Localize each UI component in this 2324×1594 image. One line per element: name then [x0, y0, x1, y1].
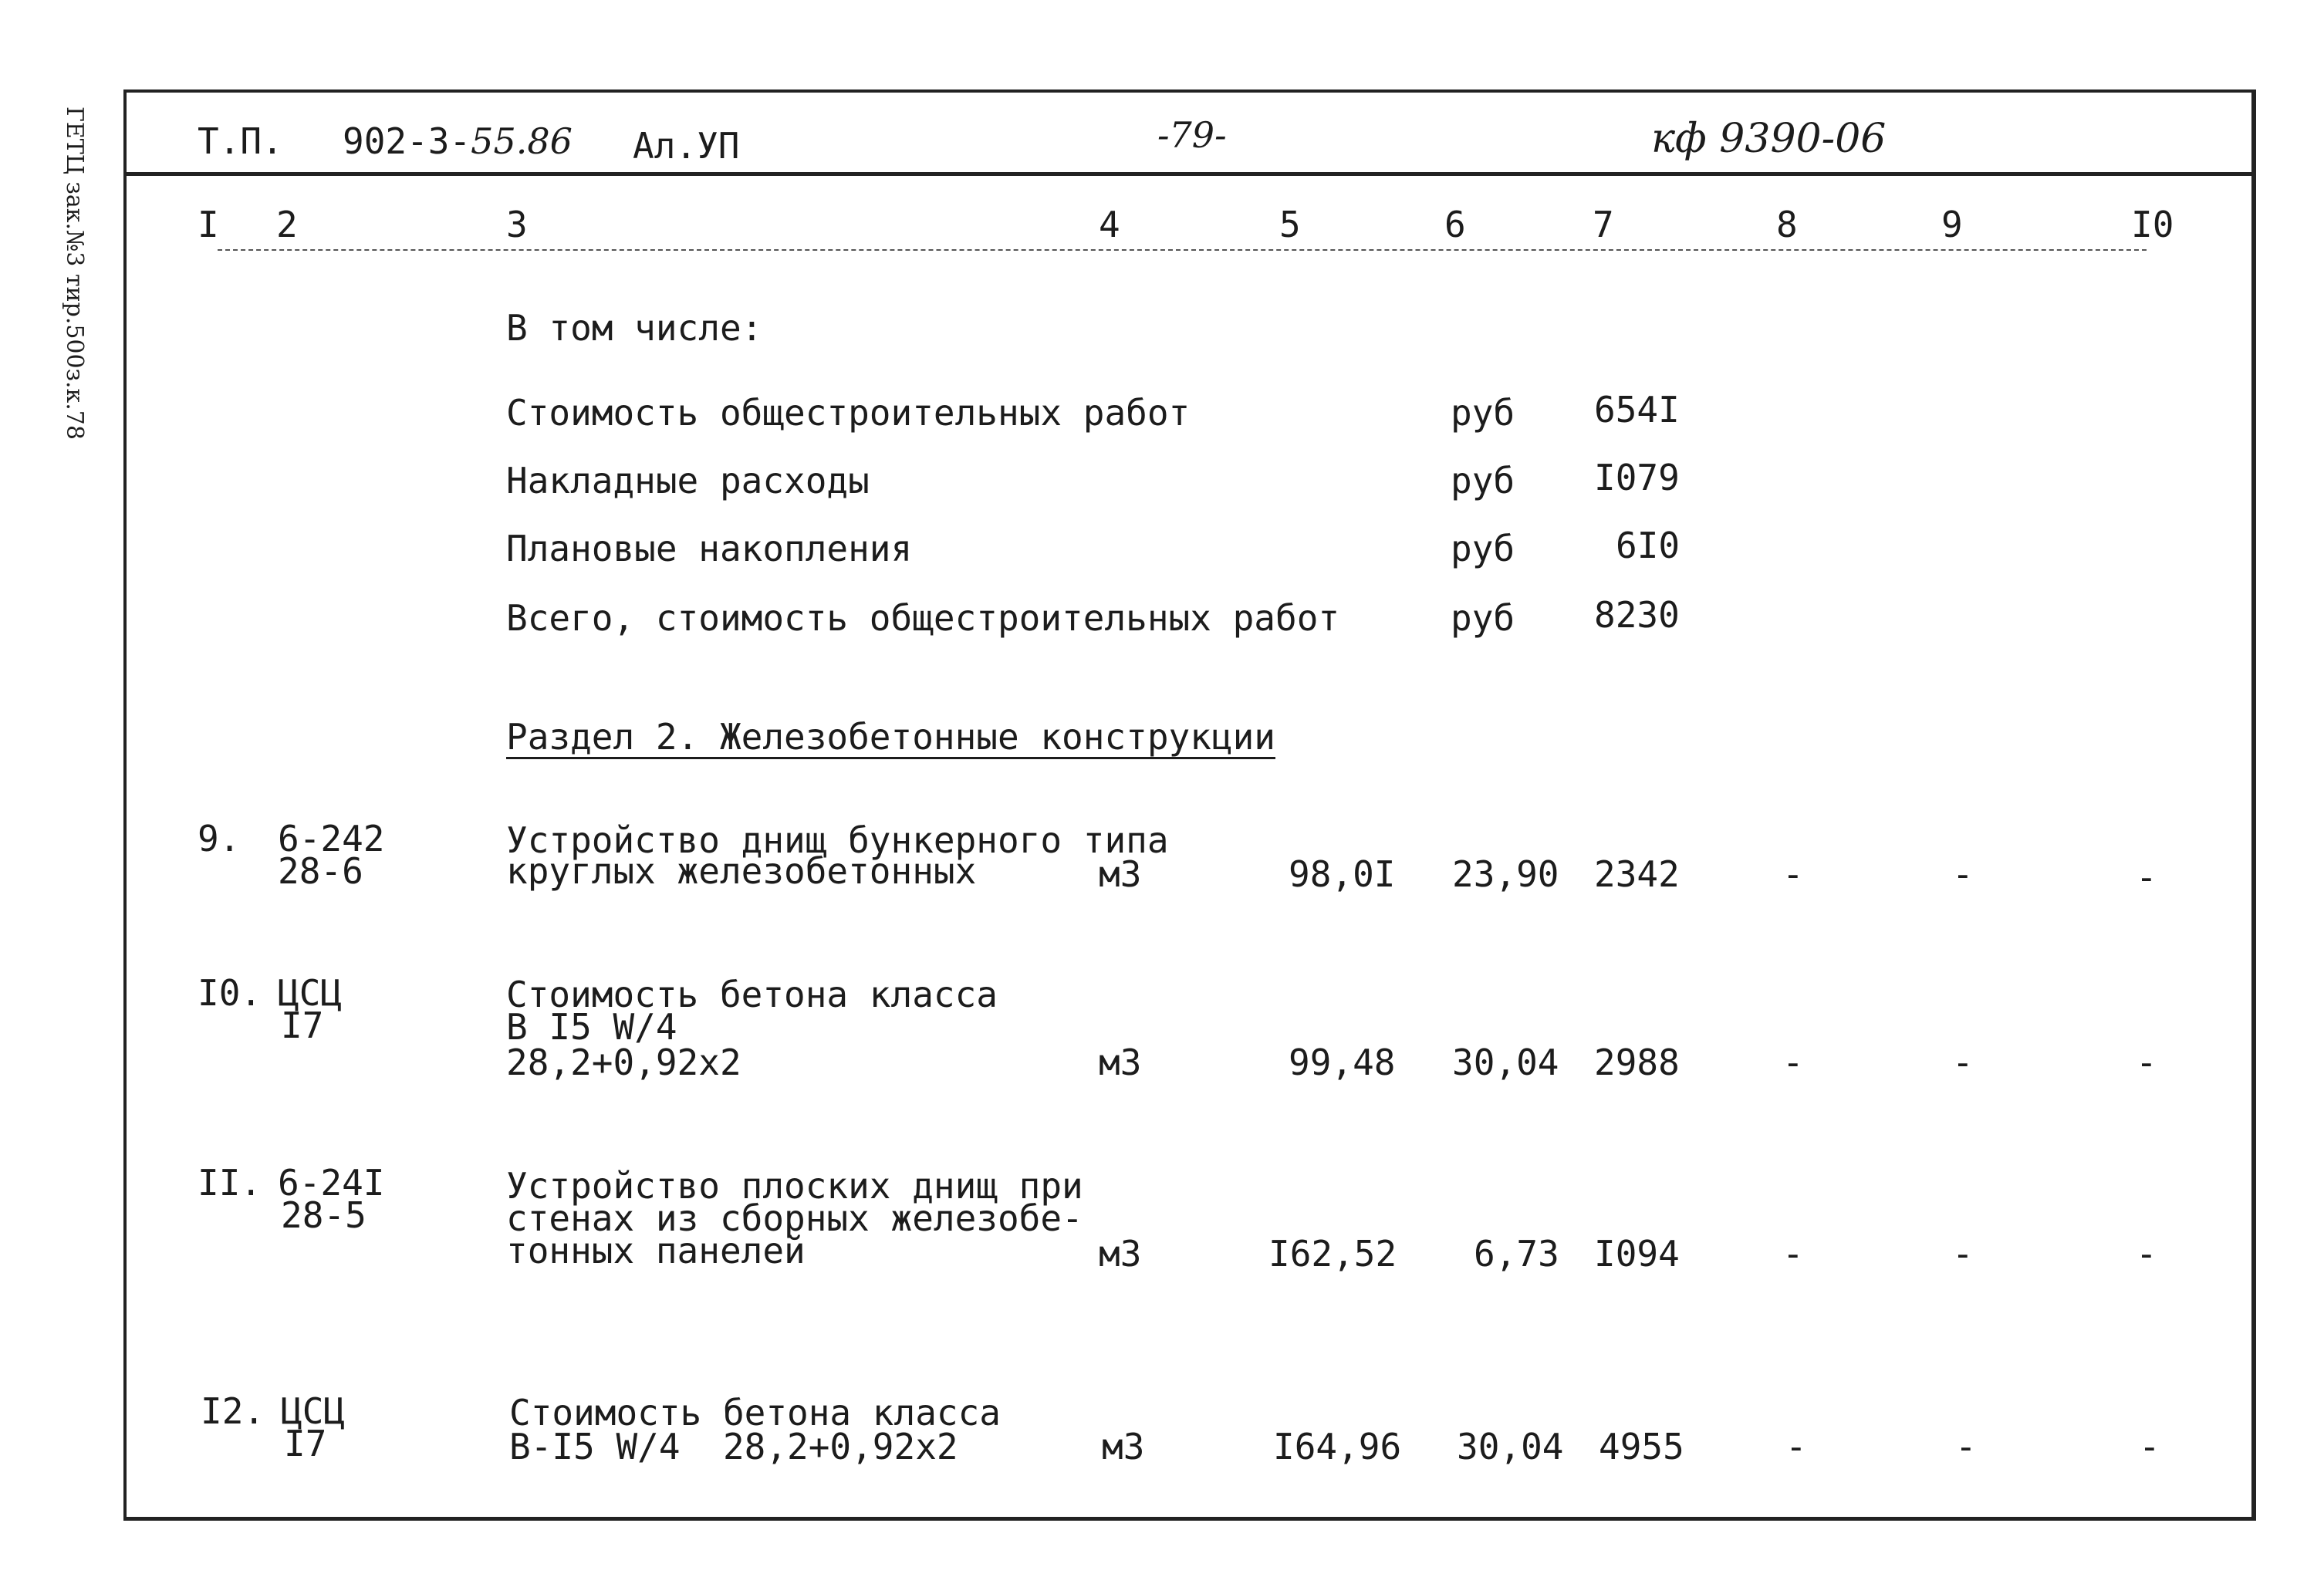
project-code-typed: 902-3-: [343, 120, 471, 162]
column-number: I: [198, 204, 219, 245]
subtotal-value: I079: [1594, 457, 1680, 498]
subtotal-unit: руб: [1451, 528, 1515, 569]
item-description: 28,2+0,92х2: [506, 1042, 741, 1083]
document-code: кф 9390-06: [1651, 116, 1887, 162]
item-description: В-I5 W/4 28,2+0,92х2: [509, 1426, 958, 1467]
column-number: 2: [276, 204, 298, 245]
subtotal-label: Всего, стоимость общестроительных работ: [506, 597, 1340, 639]
tp-label: Т.П.: [198, 120, 283, 162]
item-total: 4955: [1599, 1426, 1684, 1467]
item-col9: -: [1952, 1042, 1974, 1083]
item-description: Устройство плоских днищ при: [506, 1165, 1083, 1207]
item-total: I094: [1594, 1233, 1680, 1275]
subtotal-unit: руб: [1451, 460, 1515, 502]
item-code: 6-242: [278, 818, 385, 859]
item-unit: м3: [1099, 1233, 1142, 1275]
column-number: 7: [1593, 204, 1614, 245]
album-label: Ал.УП: [633, 125, 740, 167]
item-description: В I5 W/4: [506, 1006, 677, 1048]
item-col10: -: [2139, 1426, 2160, 1467]
item-code: ЦСЦ: [281, 1390, 346, 1432]
item-unit-price: 23,90: [1452, 853, 1559, 895]
column-number: 5: [1279, 204, 1301, 245]
item-number: 9.: [198, 818, 241, 859]
item-col9: -: [1952, 853, 1974, 895]
item-col8: -: [1782, 1042, 1804, 1083]
section-title: Раздел 2. Железобетонные конструкции: [506, 716, 1275, 758]
column-number: 6: [1444, 204, 1466, 245]
item-description: круглых железобетонных: [506, 850, 977, 892]
subtotal-unit: руб: [1451, 392, 1515, 434]
item-code: ЦСЦ: [278, 972, 343, 1014]
margin-note: ГЕТЦ зак.№3 тир.500з.к.78: [61, 106, 88, 440]
column-number: 8: [1776, 204, 1798, 245]
item-col8: -: [1782, 1233, 1804, 1275]
page-number: -79-: [1157, 114, 1227, 156]
column-number: I0: [2131, 204, 2174, 245]
item-col8: -: [1785, 1426, 1807, 1467]
page-frame: [123, 89, 2256, 1521]
item-unit-price: 30,04: [1457, 1426, 1564, 1467]
project-code-handwritten: 55.86: [471, 120, 573, 162]
item-number: I0.: [198, 972, 262, 1014]
item-col10: -: [2136, 1233, 2157, 1275]
item-unit: м3: [1102, 1426, 1145, 1467]
column-number: 9: [1941, 204, 1963, 245]
subtotal-value: 6I0: [1616, 525, 1681, 566]
item-unit: м3: [1099, 853, 1142, 895]
project-code: [343, 122, 573, 160]
subtotal-value: 654I: [1594, 389, 1680, 431]
item-col9: -: [1955, 1426, 1977, 1467]
item-col9: -: [1952, 1233, 1974, 1275]
subtotal-unit: руб: [1451, 597, 1515, 639]
item-unit-price: 6,73: [1474, 1233, 1559, 1275]
item-quantity: 99,48: [1289, 1042, 1396, 1083]
item-number: I2.: [201, 1390, 265, 1432]
item-quantity: I62,52: [1268, 1233, 1397, 1275]
subtotal-value: 8230: [1594, 594, 1680, 636]
item-description: стенах из сборных железобе-: [506, 1197, 1083, 1239]
column-number: 4: [1099, 204, 1120, 245]
subtotal-label: Накладные расходы: [506, 460, 870, 502]
subtotal-label: Стоимость общестроительных работ: [506, 392, 1191, 434]
column-number: 3: [506, 204, 528, 245]
header-divider: [123, 172, 2255, 176]
item-code: I7: [281, 1005, 324, 1046]
item-description: тонных панелей: [506, 1230, 806, 1271]
item-total: 2988: [1594, 1042, 1680, 1083]
item-description: Устройство днищ бункерного типа: [506, 819, 1169, 861]
item-unit: м3: [1099, 1042, 1142, 1083]
item-code: 28-6: [278, 850, 363, 892]
item-code: 6-24I: [278, 1162, 385, 1204]
item-col8: -: [1782, 853, 1804, 895]
column-number-divider: [218, 249, 2147, 251]
item-quantity: I64,96: [1273, 1426, 1402, 1467]
item-col10: -: [2136, 1042, 2157, 1083]
item-number: II.: [198, 1162, 262, 1204]
item-col10: -: [2136, 856, 2157, 898]
item-quantity: 98,0I: [1289, 853, 1396, 895]
item-code: 28-5: [281, 1194, 367, 1236]
item-total: 2342: [1594, 853, 1680, 895]
item-code: I7: [284, 1423, 327, 1464]
item-description: Стоимость бетона класса: [509, 1392, 1001, 1434]
item-description: Стоимость бетона класса: [506, 974, 998, 1015]
item-unit-price: 30,04: [1452, 1042, 1559, 1083]
subtotals-intro: В том числе:: [506, 307, 763, 349]
subtotal-label: Плановые накопления: [506, 528, 913, 569]
